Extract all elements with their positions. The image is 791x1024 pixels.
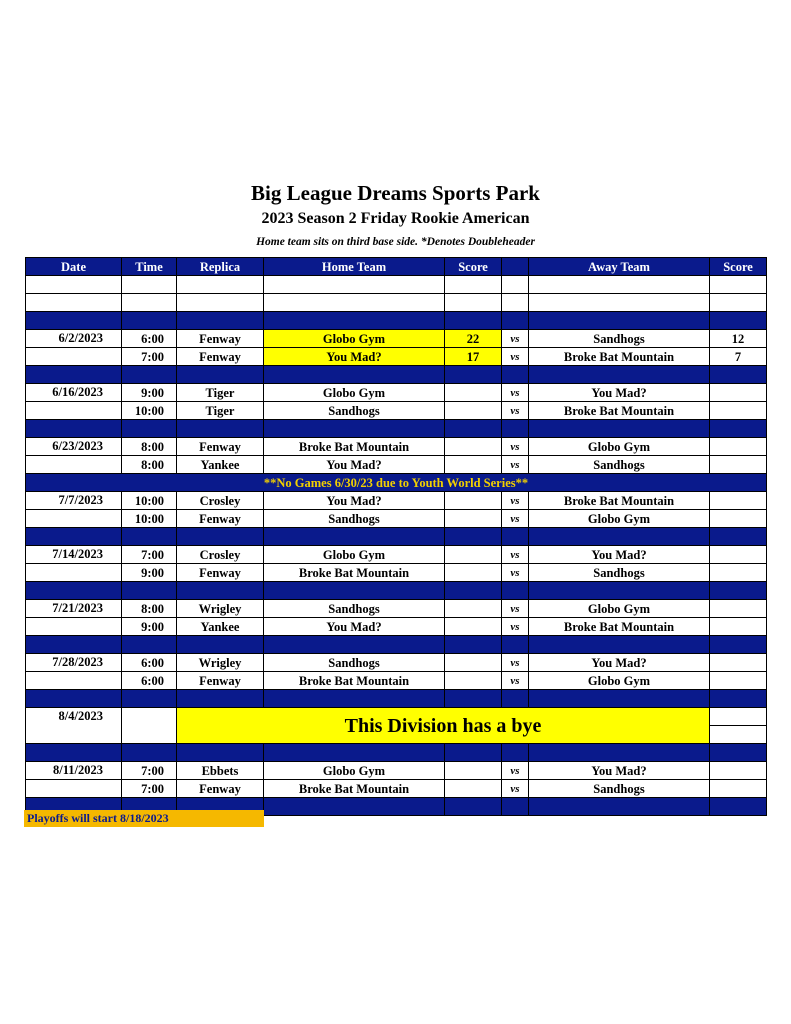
bye-date: 8/4/2023 (26, 708, 122, 744)
table-header-row (26, 258, 767, 276)
home-score (445, 492, 502, 510)
vs-label: vs (502, 438, 529, 456)
away-team: Sandhogs (529, 330, 710, 348)
empty-row (26, 294, 767, 312)
game-time: 6:00 (122, 672, 177, 690)
game-time: 8:00 (122, 456, 177, 474)
game-replica-field: Crosley (177, 546, 264, 564)
schedule-table (25, 257, 767, 816)
away-score (710, 564, 767, 582)
separator-row (26, 528, 767, 546)
vs-label: vs (502, 762, 529, 780)
away-team: You Mad? (529, 654, 710, 672)
game-row (26, 438, 767, 456)
game-time: 8:00 (122, 600, 177, 618)
away-team: Sandhogs (529, 564, 710, 582)
header-away-team: Away Team (529, 258, 710, 276)
vs-label: vs (502, 654, 529, 672)
separator-row (26, 312, 767, 330)
game-replica-field: Tiger (177, 384, 264, 402)
away-team: Globo Gym (529, 672, 710, 690)
bye-banner: This Division has a bye (177, 708, 710, 744)
home-score (445, 402, 502, 420)
away-score (710, 762, 767, 780)
away-team: Globo Gym (529, 510, 710, 528)
game-row (26, 456, 767, 474)
no-games-note: **No Games 6/30/23 due to Youth World Series** (26, 474, 767, 492)
away-score (710, 510, 767, 528)
separator-row (26, 744, 767, 762)
home-team: Broke Bat Mountain (264, 438, 445, 456)
empty-row (26, 276, 767, 294)
home-score (445, 600, 502, 618)
away-score (710, 384, 767, 402)
away-score: 7 (710, 348, 767, 366)
game-replica-field: Fenway (177, 348, 264, 366)
game-date (26, 348, 122, 366)
away-score (710, 546, 767, 564)
game-time: 7:00 (122, 780, 177, 798)
away-score (710, 672, 767, 690)
home-score (445, 618, 502, 636)
home-team: Globo Gym (264, 546, 445, 564)
game-time: 9:00 (122, 564, 177, 582)
game-replica-field: Fenway (177, 510, 264, 528)
home-score (445, 510, 502, 528)
game-replica-field: Fenway (177, 438, 264, 456)
vs-label: vs (502, 330, 529, 348)
home-team: Globo Gym (264, 762, 445, 780)
header-away-score: Score (710, 258, 767, 276)
game-replica-field: Fenway (177, 672, 264, 690)
home-team: Broke Bat Mountain (264, 564, 445, 582)
separator-row (26, 690, 767, 708)
away-score (710, 654, 767, 672)
away-team: Sandhogs (529, 780, 710, 798)
header-note: Home team sits on third base side. *Denotes Doubleheader (256, 236, 535, 248)
game-row (26, 762, 767, 780)
game-date (26, 456, 122, 474)
home-score (445, 438, 502, 456)
away-score (710, 600, 767, 618)
game-date (26, 402, 122, 420)
home-team: You Mad? (264, 456, 445, 474)
vs-label: vs (502, 546, 529, 564)
vs-label: vs (502, 348, 529, 366)
game-replica-field: Yankee (177, 456, 264, 474)
away-score (710, 780, 767, 798)
vs-label: vs (502, 492, 529, 510)
vs-label: vs (502, 384, 529, 402)
game-row (26, 402, 767, 420)
game-time: 8:00 (122, 438, 177, 456)
game-date: 7/7/2023 (26, 492, 122, 510)
home-team: You Mad? (264, 492, 445, 510)
game-date (26, 672, 122, 690)
header-date: Date (26, 258, 122, 276)
header-replica: Replica (177, 258, 264, 276)
away-team: Broke Bat Mountain (529, 402, 710, 420)
home-score: 17 (445, 348, 502, 366)
away-team: You Mad? (529, 384, 710, 402)
game-time: 7:00 (122, 348, 177, 366)
game-date: 6/23/2023 (26, 438, 122, 456)
home-score (445, 564, 502, 582)
page-subtitle: 2023 Season 2 Friday Rookie American (261, 210, 530, 227)
game-row (26, 564, 767, 582)
game-replica-field: Wrigley (177, 654, 264, 672)
home-score (445, 546, 502, 564)
game-date (26, 564, 122, 582)
away-score (710, 492, 767, 510)
game-date (26, 510, 122, 528)
game-time: 9:00 (122, 384, 177, 402)
vs-label: vs (502, 618, 529, 636)
home-team: Sandhogs (264, 600, 445, 618)
game-replica-field: Tiger (177, 402, 264, 420)
home-team: Sandhogs (264, 654, 445, 672)
game-time: 7:00 (122, 762, 177, 780)
game-row (26, 330, 767, 348)
home-team: You Mad? (264, 348, 445, 366)
home-score (445, 456, 502, 474)
game-date: 6/16/2023 (26, 384, 122, 402)
game-row (26, 780, 767, 798)
away-team: Broke Bat Mountain (529, 618, 710, 636)
vs-label: vs (502, 402, 529, 420)
game-row (26, 654, 767, 672)
home-team: You Mad? (264, 618, 445, 636)
home-score (445, 762, 502, 780)
no-games-row (26, 474, 767, 492)
game-date: 7/28/2023 (26, 654, 122, 672)
away-team: Broke Bat Mountain (529, 348, 710, 366)
away-score (710, 618, 767, 636)
home-score (445, 654, 502, 672)
game-date: 6/2/2023 (26, 330, 122, 348)
header-home-score: Score (445, 258, 502, 276)
away-team: You Mad? (529, 762, 710, 780)
away-score: 12 (710, 330, 767, 348)
home-team: Sandhogs (264, 510, 445, 528)
game-row (26, 384, 767, 402)
home-score (445, 672, 502, 690)
playoffs-note: Playoffs will start 8/18/2023 (24, 810, 264, 827)
game-replica-field: Crosley (177, 492, 264, 510)
vs-label: vs (502, 456, 529, 474)
separator-row (26, 366, 767, 384)
game-replica-field: Fenway (177, 330, 264, 348)
game-replica-field: Ebbets (177, 762, 264, 780)
vs-label: vs (502, 564, 529, 582)
separator-row (26, 420, 767, 438)
game-time: 9:00 (122, 618, 177, 636)
page-title: Big League Dreams Sports Park (251, 181, 540, 205)
separator-row (26, 636, 767, 654)
away-team: You Mad? (529, 546, 710, 564)
away-team: Globo Gym (529, 600, 710, 618)
game-time: 10:00 (122, 510, 177, 528)
game-replica-field: Wrigley (177, 600, 264, 618)
game-time: 10:00 (122, 402, 177, 420)
game-row (26, 600, 767, 618)
bye-row (26, 708, 767, 726)
away-team: Globo Gym (529, 438, 710, 456)
bye-time (122, 708, 177, 744)
vs-label: vs (502, 780, 529, 798)
vs-label: vs (502, 672, 529, 690)
game-time: 6:00 (122, 654, 177, 672)
game-replica-field: Fenway (177, 564, 264, 582)
header-time: Time (122, 258, 177, 276)
game-date: 7/21/2023 (26, 600, 122, 618)
game-date (26, 618, 122, 636)
home-team: Broke Bat Mountain (264, 672, 445, 690)
home-score: 22 (445, 330, 502, 348)
header-vs (502, 258, 529, 276)
away-score (710, 402, 767, 420)
header-home-team: Home Team (264, 258, 445, 276)
separator-row (26, 582, 767, 600)
game-date: 7/14/2023 (26, 546, 122, 564)
home-team: Sandhogs (264, 402, 445, 420)
bye-score (710, 708, 767, 726)
bye-score (710, 726, 767, 744)
home-score (445, 384, 502, 402)
home-team: Globo Gym (264, 384, 445, 402)
away-team: Broke Bat Mountain (529, 492, 710, 510)
game-row (26, 672, 767, 690)
home-team: Globo Gym (264, 330, 445, 348)
game-row (26, 492, 767, 510)
game-time: 6:00 (122, 330, 177, 348)
game-row (26, 510, 767, 528)
away-score (710, 438, 767, 456)
game-date (26, 780, 122, 798)
game-replica-field: Fenway (177, 780, 264, 798)
game-replica-field: Yankee (177, 618, 264, 636)
vs-label: vs (502, 600, 529, 618)
away-team: Sandhogs (529, 456, 710, 474)
game-time: 7:00 (122, 546, 177, 564)
home-score (445, 780, 502, 798)
away-score (710, 456, 767, 474)
vs-label: vs (502, 510, 529, 528)
game-row (26, 546, 767, 564)
game-date: 8/11/2023 (26, 762, 122, 780)
game-row (26, 618, 767, 636)
home-team: Broke Bat Mountain (264, 780, 445, 798)
game-row (26, 348, 767, 366)
game-time: 10:00 (122, 492, 177, 510)
